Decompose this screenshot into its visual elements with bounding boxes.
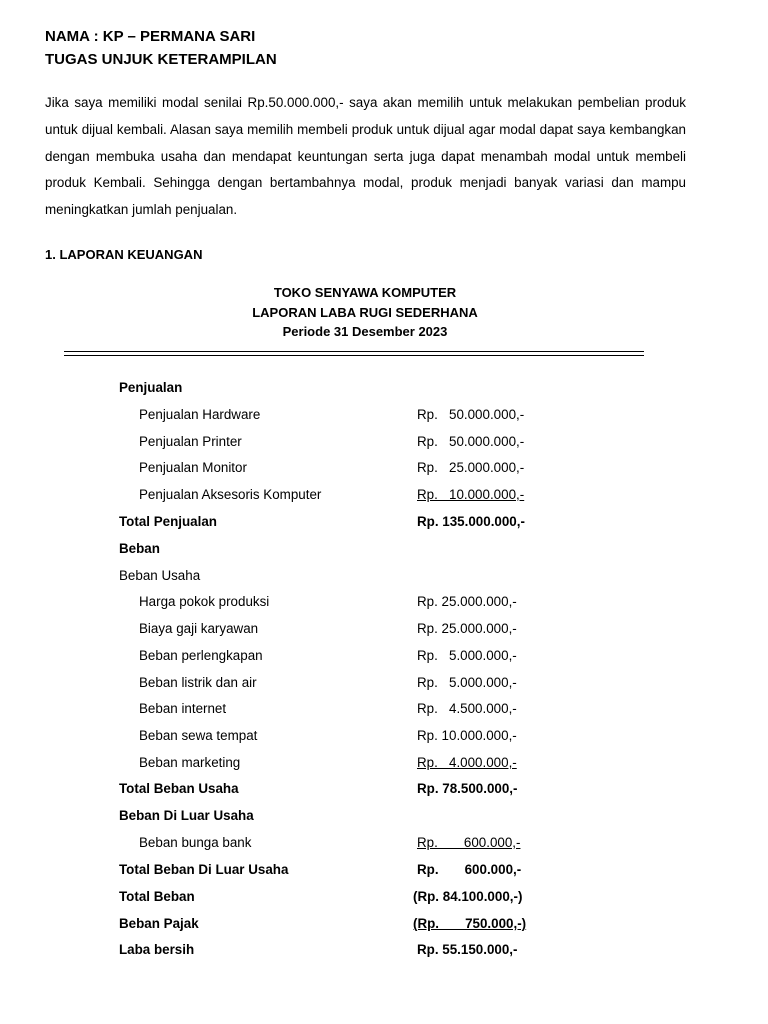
row-beban-luar-usaha-header: [0, 808, 768, 828]
row-amount: Rp. 10.000.000,-: [417, 487, 525, 502]
row-amount: Rp. 5.000.000,-: [417, 648, 517, 663]
row-label: Beban Di Luar Usaha: [119, 808, 254, 823]
row-amount: Rp. 50.000.000,-: [417, 407, 525, 422]
row-amount: Rp. 135.000.000,-: [417, 514, 525, 529]
row-marketing: [0, 755, 768, 775]
row-label: Penjualan: [119, 380, 183, 395]
row-internet: [0, 701, 768, 721]
row-penjualan-monitor: [0, 460, 768, 480]
row-label: Total Beban: [119, 889, 195, 904]
row-sewa-tempat: [0, 728, 768, 748]
row-penjualan-hardware: [0, 407, 768, 427]
row-label: Total Penjualan: [119, 514, 217, 529]
row-label: Beban listrik dan air: [139, 675, 257, 690]
row-label: Beban Usaha: [119, 568, 201, 583]
assignment-title: TUGAS UNJUK KETERAMPILAN: [45, 51, 277, 68]
double-rule-bottom: [64, 355, 644, 356]
row-harga-pokok: [0, 594, 768, 614]
row-label: Beban marketing: [139, 755, 241, 770]
row-penjualan-header: [0, 380, 768, 400]
row-amount: Rp. 55.150.000,-: [417, 942, 518, 957]
row-perlengkapan: [0, 648, 768, 668]
row-label: Laba bersih: [119, 942, 195, 957]
row-label: Beban perlengkapan: [139, 648, 263, 663]
row-label: Penjualan Monitor: [139, 460, 247, 475]
row-amount: (Rp. 750.000,-): [413, 916, 527, 931]
row-amount: Rp. 10.000.000,-: [417, 728, 517, 743]
row-label: Beban bunga bank: [139, 835, 252, 850]
row-penjualan-printer: [0, 434, 768, 454]
row-label: Penjualan Hardware: [139, 407, 261, 422]
row-label: Beban sewa tempat: [139, 728, 258, 743]
row-amount: Rp. 25.000.000,-: [417, 621, 517, 636]
row-beban-usaha-header: [0, 568, 768, 588]
row-beban-header: [0, 541, 768, 561]
row-amount: Rp. 50.000.000,-: [417, 434, 525, 449]
row-label: Total Beban Usaha: [119, 781, 239, 796]
row-amount: (Rp. 84.100.000,-): [413, 889, 523, 904]
row-bunga-bank: [0, 835, 768, 855]
report-title: LAPORAN LABA RUGI SEDERHANA: [252, 305, 478, 320]
row-laba-bersih: [0, 942, 768, 962]
row-label: Beban: [119, 541, 160, 556]
row-label: Penjualan Aksesoris Komputer: [139, 487, 322, 502]
row-amount: Rp. 78.500.000,-: [417, 781, 518, 796]
row-total-penjualan: [0, 514, 768, 534]
row-amount: Rp. 4.500.000,-: [417, 701, 517, 716]
row-amount: Rp. 600.000,-: [417, 862, 522, 877]
row-beban-pajak: [0, 916, 768, 936]
row-amount: Rp. 4.000.000,-: [417, 755, 517, 770]
row-amount: Rp. 25.000.000,-: [417, 460, 525, 475]
section-title: 1. LAPORAN KEUANGAN: [45, 247, 203, 262]
row-label: Penjualan Printer: [139, 434, 242, 449]
row-listrik-air: [0, 675, 768, 695]
double-rule-top: [64, 351, 644, 352]
row-amount: Rp. 25.000.000,-: [417, 594, 517, 609]
report-period: Periode 31 Desember 2023: [282, 324, 448, 339]
row-label: Total Beban Di Luar Usaha: [119, 862, 289, 877]
row-label: Beban Pajak: [119, 916, 199, 931]
row-label: Harga pokok produksi: [139, 594, 270, 609]
company-name: TOKO SENYAWA KOMPUTER: [273, 285, 457, 300]
intro-paragraph: Jika saya memiliki modal senilai Rp.50.000.000,- saya akan memilih untuk melakukan pembelian produk untuk dijual kembali. Alasan saya memilih membeli produk untuk dijual agar modal dapat saya kembangkan dengan membuka usaha dan mendapat keuntungan serta juga dapat menambah modal untuk membeli produk Kembali. Sehingga dengan bertambahnya modal, produk menjadi banyak variasi dan mampu meningkatkan jumlah penjualan.: [45, 95, 686, 218]
row-total-beban-usaha: [0, 781, 768, 801]
row-label: Beban internet: [139, 701, 227, 716]
row-label: Biaya gaji karyawan: [139, 621, 259, 636]
row-amount: Rp. 600.000,-: [417, 835, 521, 850]
row-total-beban-luar-usaha: [0, 862, 768, 882]
student-name: NAMA : KP – PERMANA SARI: [45, 28, 256, 45]
row-amount: Rp. 5.000.000,-: [417, 675, 517, 690]
row-penjualan-aksesoris: [0, 487, 768, 507]
row-total-beban: [0, 889, 768, 909]
row-gaji-karyawan: [0, 621, 768, 641]
